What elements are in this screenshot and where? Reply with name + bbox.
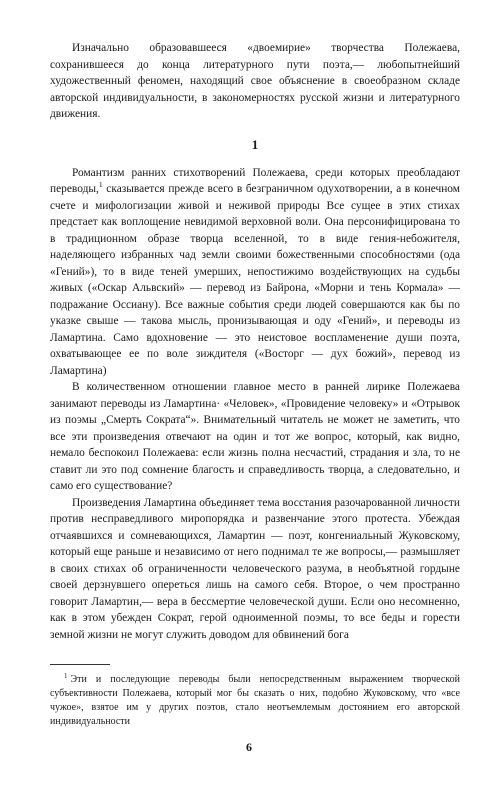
intro-paragraph: Изначально образовавшееся «двоемирие» творчества Полежаева, сохранившееся до конца литературного пути поэта,— любопытнейший художественный феномен, находящий свое объяснение в своеобразном складе авторской индивидуальности, в закономерностях русской жизни и литературного движения. xyxy=(50,42,460,120)
footnote-paragraph xyxy=(50,673,460,729)
page-number: 6 xyxy=(246,740,252,754)
section-number: 1 xyxy=(251,136,259,152)
footnote-reference: 1 xyxy=(98,180,103,190)
body-paragraph-3: Произведения Ламартина объединяет тема восстания разочарованной личности против несправедливого миропорядка и развенчание этого протеста. Убеждая отчаявшихся и сомневающихся, Ламартин — поэт, конгениальный Жуковскому, который еще раньше и независимо от него поднимал те же вопросы,— размышляет в своих стихах об ограниченности человеческого разума, в необъятной гордыне своей дерзнувшего опереться лишь на самого себя. Второе, о чем пространно говорит Ламартин,— вера в бессмертие человеческой души. Если оно несомненно, как в этом убежден Сократ, герой одноименной поэмы, то все беды и горести земной жизни не могут служить доводом для обвинений бога xyxy=(50,496,460,641)
footnote xyxy=(50,673,460,729)
paragraph-1-text-end: сказывается прежде всего в безграничном одухотворении, а в конечном счете и мифологизации живой и неживой природы Все сущее в этих стихах предстает как воплощение невидимой верховной воли. Она персонифицирована то в традиционном образе творца вселенной, то в виде гения-небожителя, наделяющего избранных чад земли своими божественными способностями (ода «Гений»), то в виде теней умерших, непостижимо воздействующих на судьбы живых («Оскар Альвский» — перевод из Байрона, «Морни и тень Кормала» — подражание Оссиану). Все важные события среди людей совершаются как бы по указке свыше — такова мысль, пронизывающая и оду «Гений», и переводы из Ламартина. Само вдохновение — это неистовое воспламенение души поэта, охватывающее ее по воле зиждителя («Восторг — дух божий», перевод из Ламартина) xyxy=(50,183,460,377)
footnote-mark: 1 xyxy=(64,671,68,680)
body-paragraph-1 xyxy=(50,165,460,380)
paragraph-1-text-start: Романтизм ранних стихотворений Полежаева, среди которых преобладают переводы, xyxy=(50,166,460,195)
page-body xyxy=(50,40,460,643)
footnote-divider xyxy=(50,664,110,665)
body-paragraph-2: В количественном отношении главное место в ранней лирике Полежаева занимают переводы из Ламартина· «Человек», «Провидение человеку» и «Отрывок из поэмы „Смерть Сократа“». Внимательный читатель не может не заметить, что все эти произведения отвечают на один и тот же вопрос, который, как видно, немало беспокоил Полежаева: если жизнь полна несчастий, страдания и зла, то не ставит ли это под сомнение благость и справедливость творца, а следовательно, и само его существование? xyxy=(50,381,460,492)
footnote-text: Эти и последующие переводы были непосредственным выражением творческой субъективности Полежаева, который мог бы сказать о них, подобно Жуковскому, что «все чужое», взятое им у других поэтов, стало неотъемлемым достоянием его авторской индивидуальности xyxy=(50,674,460,727)
